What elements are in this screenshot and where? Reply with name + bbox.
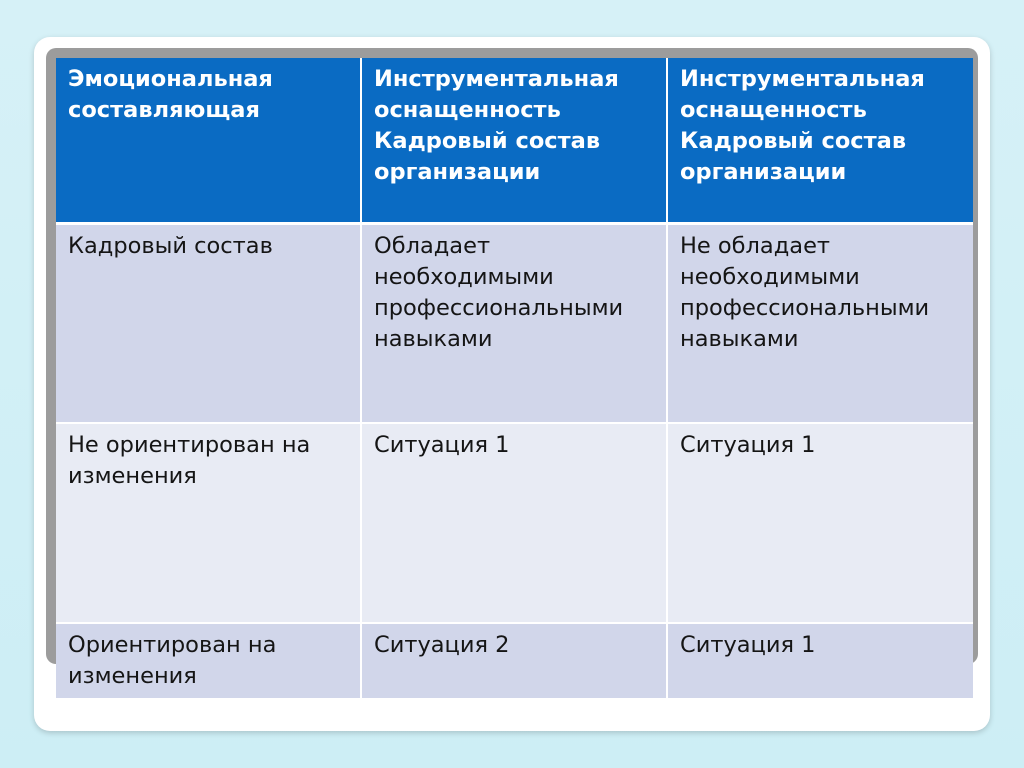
table-cell: Обладает необходимыми профессиональными навыками: [361, 223, 667, 423]
table-cell: Ситуация 1: [667, 423, 973, 623]
table-cell: Не ориентирован на изменения: [56, 423, 361, 623]
table-row: [56, 623, 973, 699]
header-cell-instrumental-equipment-1: Инструментальная оснащенность Кадровый состав организации: [361, 58, 667, 223]
table-row: [56, 223, 973, 423]
table-cell: Ситуация 1: [361, 423, 667, 623]
table-header-row: [56, 58, 973, 223]
header-cell-instrumental-equipment-2: Инструментальная оснащенность Кадровый состав организации: [667, 58, 973, 223]
comparison-table: [56, 58, 973, 700]
table-cell: Ориентирован на изменения: [56, 623, 361, 699]
header-cell-emotional-component: Эмоциональная составляющая: [56, 58, 361, 223]
table-row: [56, 423, 973, 623]
table-cell: Не обладает необходимыми профессиональными навыками: [667, 223, 973, 423]
table-cell: Ситуация 2: [361, 623, 667, 699]
table-cell: Ситуация 1: [667, 623, 973, 699]
table-cell: Кадровый состав: [56, 223, 361, 423]
